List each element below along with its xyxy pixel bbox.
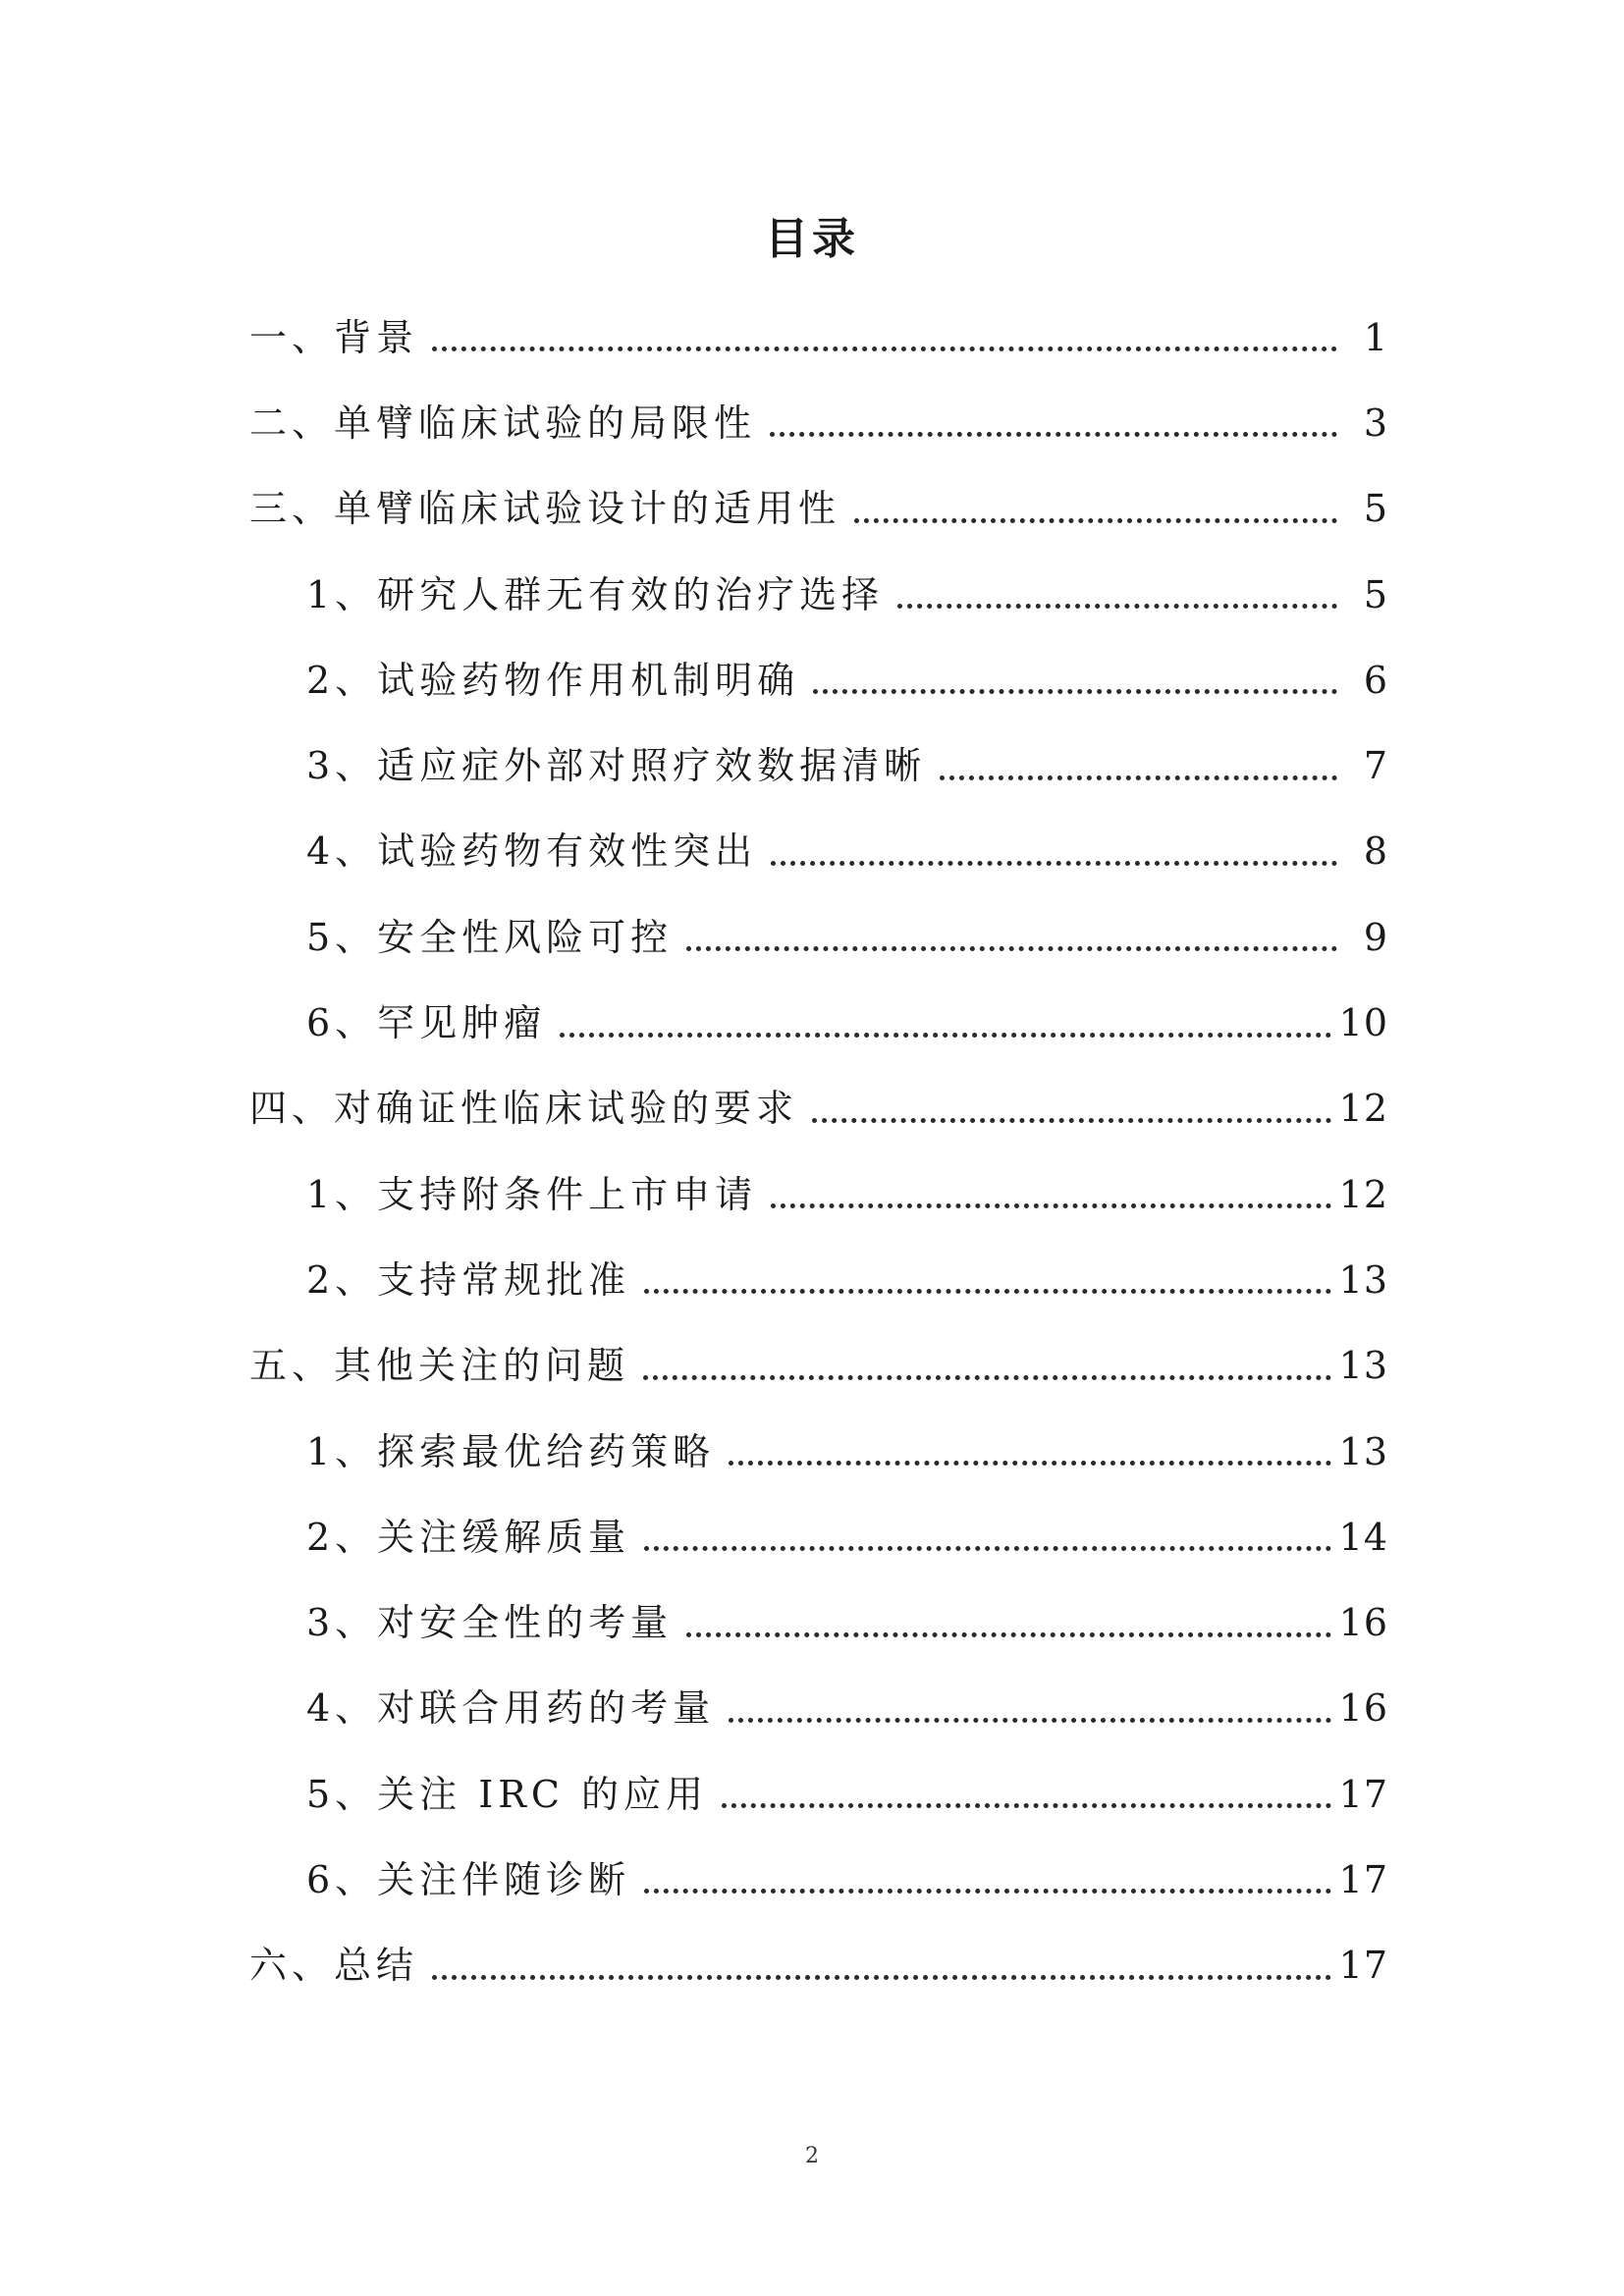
toc-subentry-no-effective-treatment[interactable] [249, 552, 1388, 637]
toc-entry-label: 4、试验药物有效性突出 [306, 829, 758, 874]
toc-subentry-rare-tumors[interactable] [249, 980, 1388, 1065]
toc-subentry-irc-application[interactable] [249, 1751, 1388, 1837]
toc-page-number: 10 [1338, 1001, 1388, 1045]
toc-entry-label: 四、对确证性临床试验的要求 [249, 1087, 799, 1131]
toc-page-number: 17 [1338, 1772, 1388, 1816]
toc-entry-label: 5、关注 IRC 的应用 [306, 1772, 709, 1816]
dot-leader [729, 1461, 1330, 1466]
toc-page-number: 17 [1338, 1857, 1388, 1901]
toc-page-number: 1 [1363, 315, 1388, 359]
toc-subentry-safety-controllable[interactable] [249, 894, 1388, 980]
toc-page-number: 8 [1363, 829, 1388, 874]
page-title: 目录 [765, 214, 859, 264]
toc-page-number: 3 [1363, 400, 1388, 445]
toc-entry-summary[interactable] [249, 1923, 1388, 2008]
toc-page-number: 12 [1338, 1087, 1388, 1131]
toc-page-number: 5 [1363, 572, 1388, 616]
dot-leader [940, 775, 1337, 780]
dot-leader [686, 946, 1337, 951]
toc-subentry-optimal-dosing[interactable] [249, 1409, 1388, 1494]
toc-entry-label: 六、总结 [249, 1944, 419, 1988]
dot-leader [722, 1803, 1331, 1808]
toc-page-number: 5 [1363, 487, 1388, 531]
toc-subentry-safety-considerations[interactable] [249, 1579, 1388, 1665]
toc-page-number: 16 [1338, 1601, 1388, 1645]
toc-page-number: 16 [1338, 1686, 1388, 1731]
dot-leader [644, 1289, 1330, 1294]
toc-subentry-mechanism-clear[interactable] [249, 637, 1388, 722]
toc-entry-label: 4、对联合用药的考量 [306, 1686, 716, 1731]
toc-entry-label: 2、关注缓解质量 [306, 1515, 631, 1559]
toc-subentry-efficacy-outstanding[interactable] [249, 809, 1388, 894]
dot-leader [897, 604, 1337, 609]
toc-entry-label: 1、研究人群无有效的治疗选择 [306, 572, 885, 616]
toc-page-number: 14 [1338, 1515, 1388, 1559]
dot-leader [770, 432, 1337, 437]
dot-leader [644, 1546, 1330, 1551]
dot-leader [644, 1889, 1330, 1894]
toc-entry-label: 二、单臂临床试验的局限性 [249, 400, 757, 445]
toc-entry-other-concerns[interactable] [249, 1323, 1388, 1409]
toc-subentry-response-quality[interactable] [249, 1494, 1388, 1579]
toc-entry-label: 五、其他关注的问题 [249, 1344, 630, 1388]
toc-subentry-regular-approval[interactable] [249, 1237, 1388, 1322]
toc-entry-label: 1、支持附条件上市申请 [306, 1172, 758, 1216]
toc-subentry-combination-therapy[interactable] [249, 1666, 1388, 1751]
toc-entry-confirmatory-trials[interactable] [249, 1066, 1388, 1151]
dot-leader [771, 1203, 1330, 1208]
toc-page-number: 17 [1338, 1944, 1388, 1988]
dot-leader [432, 1975, 1331, 1980]
toc-entry-label: 5、安全性风险可控 [306, 915, 674, 959]
toc-subentry-companion-diagnostics[interactable] [249, 1837, 1388, 1922]
toc-entry-label: 一、背景 [249, 315, 419, 359]
toc-page-number: 12 [1338, 1172, 1388, 1216]
toc-entry-label: 6、罕见肿瘤 [306, 1001, 547, 1045]
toc-subentry-external-control-data[interactable] [249, 722, 1388, 808]
dot-leader [643, 1375, 1331, 1380]
page-footer-number: 2 [805, 2144, 819, 2168]
dot-leader [686, 1632, 1330, 1637]
dot-leader [854, 518, 1337, 523]
toc-entry-applicability[interactable] [249, 466, 1388, 552]
toc-page-number: 6 [1363, 658, 1388, 702]
toc-entry-label: 1、探索最优给药策略 [306, 1429, 716, 1473]
table-of-contents [249, 294, 1388, 2008]
toc-page-number: 9 [1363, 915, 1388, 959]
toc-page-number: 13 [1338, 1344, 1388, 1388]
toc-entry-label: 6、关注伴随诊断 [306, 1857, 631, 1901]
toc-page-number: 7 [1363, 744, 1388, 788]
toc-entry-background[interactable] [249, 294, 1388, 380]
toc-entry-label: 3、适应症外部对照疗效数据清晰 [306, 744, 927, 788]
dot-leader [729, 1718, 1330, 1723]
toc-entry-label: 2、支持常规批准 [306, 1257, 631, 1302]
dot-leader [813, 689, 1337, 694]
dot-leader [432, 347, 1337, 351]
toc-entry-limitations[interactable] [249, 380, 1388, 465]
toc-subentry-conditional-approval[interactable] [249, 1151, 1388, 1237]
toc-entry-label: 2、试验药物作用机制明确 [306, 658, 800, 702]
dot-leader [771, 861, 1337, 866]
toc-page-number: 13 [1338, 1257, 1388, 1302]
dot-leader [560, 1033, 1330, 1038]
toc-entry-label: 3、对安全性的考量 [306, 1601, 674, 1645]
toc-page-number: 13 [1338, 1429, 1388, 1473]
dot-leader [812, 1118, 1331, 1123]
toc-entry-label: 三、单臂临床试验设计的适用性 [249, 487, 841, 531]
